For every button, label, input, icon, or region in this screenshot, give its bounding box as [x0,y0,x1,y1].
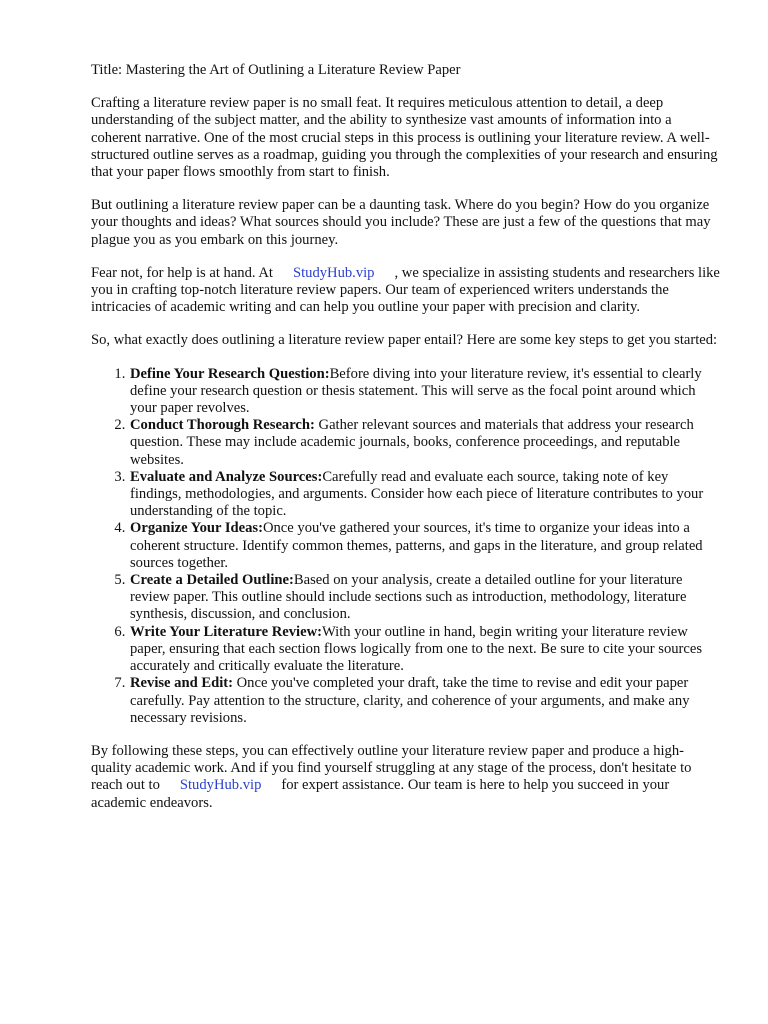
step-heading: Conduct Thorough Research: [130,417,315,434]
step-text: Carefully read and evaluate each source, taking note of key findings, methodologies, and arguments. Consider how each piece of literature contributes to your understanding of the topic. [130,468,704,520]
steps-intro-paragraph: So, what exactly does outlining a literature review paper entail? Here are some key steps to get you started: [91,332,718,349]
step-heading: Organize Your Ideas: [130,520,263,537]
list-item [129,366,723,418]
conclusion-paragraph [91,743,723,812]
help-paragraph-before: Fear not, for help is at hand. At [91,264,273,281]
help-paragraph [91,265,723,317]
conclusion-paragraph-before: By following these steps, you can effectively outline your literature review paper and produce a high-quality academic work. And if you find yourself struggling at any stage of the process, don't hesitate to reach out to [91,742,692,794]
step-heading: Evaluate and Analyze Sources: [130,468,323,485]
list-item [129,572,723,624]
list-item [129,675,723,727]
step-text: Once you've gathered your sources, it's time to organize your ideas into a coherent structure. Identify common themes, patterns, and gaps in the literature, and group related sources together. [130,520,703,571]
list-item [129,624,723,676]
step-text: Based on your analysis, create a detailed outline for your literature review paper. This outline should include sections such as introduction, methodology, literature synthesis, discussion, and conclusion. [130,572,687,623]
studyhub-link[interactable]: StudyHub.vip [292,264,375,281]
steps-list [91,366,723,727]
step-text: Before diving into your literature review, it's essential to clearly define your research question or thesis statement. This will serve as the focal point around which your paper revolves. [130,365,702,417]
conclusion-paragraph-after: for expert assistance. Our team is here to help you succeed in your academic endeavors. [91,777,670,811]
step-heading: Revise and Edit: [130,675,233,692]
help-paragraph-after: , we specialize in assisting students and researchers like you in crafting top-notch literature review papers. Our team of experienced writers understands the intricacies of academic writing and can help you outline your paper with precision and clarity. [91,264,720,316]
step-heading: Create a Detailed Outline: [130,572,294,589]
step-text: Gather relevant sources and materials that address your research question. These may include academic journals, books, conference proceedings, and reputable websites. [130,417,694,468]
studyhub-link[interactable]: StudyHub.vip [179,777,262,794]
step-heading: Write Your Literature Review: [130,623,322,640]
list-item [129,417,723,469]
list-item [129,469,723,521]
step-text: Once you've completed your draft, take the time to revise and edit your paper carefully. Pay attention to the structure, clarity, and coherence of your arguments, and make any necessary revisions. [130,675,690,726]
step-text: With your outline in hand, begin writing your literature review paper, ensuring that each section flows logically from one to the next. Be sure to cite your sources accurately and critically evaluate the literature. [130,623,703,675]
intro-paragraph: Crafting a literature review paper is no small feat. It requires meticulous attention to detail, a deep understanding of the subject matter, and the ability to synthesize vast amounts of information into a coherent narrative. One of the most crucial steps in this process is outlining your literature review. A well-structured outline serves as a roadmap, guiding you through the complexities of your research and ensuring that your paper flows smoothly from start to finish. [91,95,718,181]
list-item [129,520,723,572]
challenge-paragraph: But outlining a literature review paper can be a daunting task. Where do you begin? How do you organize your thoughts and ideas? What sources should you include? These are just a few of the questions that may plague you as you embark on this journey. [91,197,711,248]
step-heading: Define Your Research Question: [130,365,330,382]
document-page [91,62,723,828]
document-title: Title: Mastering the Art of Outlining a Literature Review Paper [91,62,461,78]
